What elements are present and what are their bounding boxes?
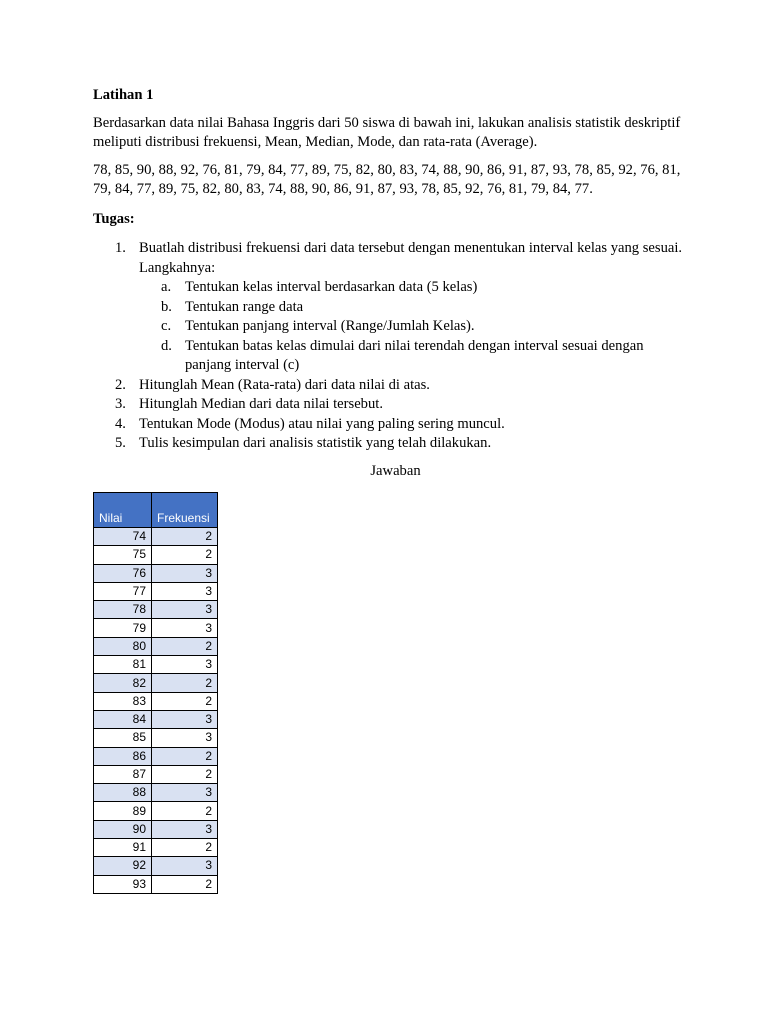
task-number: 5. xyxy=(115,435,126,451)
subtask-item xyxy=(139,337,683,376)
table-row xyxy=(94,582,218,600)
task-item xyxy=(93,415,683,435)
cell-frekuensi: 3 xyxy=(152,710,218,728)
table-row xyxy=(94,564,218,582)
cell-nilai: 78 xyxy=(94,601,152,619)
table-row xyxy=(94,692,218,710)
table-row xyxy=(94,747,218,765)
subtask-letter: c. xyxy=(161,318,172,334)
cell-nilai: 77 xyxy=(94,582,152,600)
table-row xyxy=(94,546,218,564)
cell-frekuensi: 3 xyxy=(152,582,218,600)
task-text: Hitunglah Median dari data nilai tersebut. xyxy=(139,396,383,412)
cell-frekuensi: 2 xyxy=(152,692,218,710)
cell-frekuensi: 3 xyxy=(152,656,218,674)
cell-nilai: 89 xyxy=(94,802,152,820)
cell-nilai: 91 xyxy=(94,839,152,857)
column-header-frekuensi: Frekuensi xyxy=(152,493,218,528)
column-header-nilai: Nilai xyxy=(94,493,152,528)
task-text: Buatlah distribusi frekuensi dari data tersebut dengan menentukan interval kelas yang sesuai. Langkahnya: xyxy=(139,240,683,276)
subtask-letter: d. xyxy=(161,337,172,354)
subtask-item xyxy=(139,278,683,298)
subtask-item xyxy=(139,298,683,318)
cell-frekuensi: 3 xyxy=(152,619,218,637)
document-title: Latihan 1 xyxy=(93,87,154,103)
table-row xyxy=(94,857,218,875)
subtask-letter: a. xyxy=(161,279,172,295)
document-body xyxy=(93,86,683,481)
cell-nilai: 82 xyxy=(94,674,152,692)
task-number: 3. xyxy=(115,396,126,412)
table-row xyxy=(94,619,218,637)
task-text: Tulis kesimpulan dari analisis statistik yang telah dilakukan. xyxy=(139,435,492,451)
cell-nilai: 92 xyxy=(94,857,152,875)
table-row xyxy=(94,839,218,857)
table-row xyxy=(94,820,218,838)
cell-nilai: 87 xyxy=(94,765,152,783)
cell-nilai: 86 xyxy=(94,747,152,765)
cell-frekuensi: 3 xyxy=(152,820,218,838)
subtask-letter: b. xyxy=(161,298,172,315)
cell-nilai: 79 xyxy=(94,619,152,637)
cell-frekuensi: 2 xyxy=(152,875,218,893)
subtask-list xyxy=(139,278,683,376)
cell-nilai: 84 xyxy=(94,710,152,728)
cell-frekuensi: 2 xyxy=(152,528,218,546)
cell-frekuensi: 3 xyxy=(152,601,218,619)
intro-paragraph: Berdasarkan data nilai Bahasa Inggris dari 50 siswa di bawah ini, lakukan analisis statistik deskriptif meliputi distribusi frekuensi, Mean, Median, Mode, dan rata-rata (Average). xyxy=(93,114,681,150)
task-list xyxy=(93,239,683,454)
subtask-text: Tentukan batas kelas dimulai dari nilai terendah dengan interval sesuai dengan panjang interval (c) xyxy=(185,337,644,373)
cell-frekuensi: 2 xyxy=(152,839,218,857)
cell-frekuensi: 3 xyxy=(152,857,218,875)
task-number: 4. xyxy=(115,415,126,432)
task-item xyxy=(93,239,683,376)
cell-frekuensi: 2 xyxy=(152,674,218,692)
task-item xyxy=(93,395,683,415)
table-row xyxy=(94,674,218,692)
table-row xyxy=(94,765,218,783)
cell-nilai: 90 xyxy=(94,820,152,838)
cell-nilai: 80 xyxy=(94,637,152,655)
subtask-text: Tentukan kelas interval berdasarkan data (5 kelas) xyxy=(185,279,478,295)
task-item xyxy=(93,434,683,454)
table-row xyxy=(94,656,218,674)
frequency-table xyxy=(93,492,218,894)
table-row xyxy=(94,875,218,893)
cell-frekuensi: 3 xyxy=(152,784,218,802)
cell-nilai: 74 xyxy=(94,528,152,546)
subtask-item xyxy=(139,317,683,337)
cell-nilai: 93 xyxy=(94,875,152,893)
cell-frekuensi: 2 xyxy=(152,637,218,655)
task-item xyxy=(93,376,683,396)
subtask-text: Tentukan range data xyxy=(185,298,304,315)
task-text: Hitunglah Mean (Rata-rata) dari data nilai di atas. xyxy=(139,376,430,393)
table-header-row xyxy=(94,493,218,528)
task-number: 2. xyxy=(115,376,126,393)
cell-frekuensi: 3 xyxy=(152,729,218,747)
table-row xyxy=(94,784,218,802)
task-number: 1. xyxy=(115,240,126,256)
table-row xyxy=(94,637,218,655)
cell-nilai: 88 xyxy=(94,784,152,802)
table-row xyxy=(94,601,218,619)
cell-frekuensi: 2 xyxy=(152,802,218,820)
data-values-paragraph: 78, 85, 90, 88, 92, 76, 81, 79, 84, 77, 89, 75, 82, 80, 83, 74, 88, 90, 86, 91, 87, 93, 78, 85, 92, 76, 81, 79, 84, 77, 89, 75, 82, 80, 83, 74, 88, 90, 86, 91, 87, 93, 78, 85, 92, 76, 81, 79, 84, 77. xyxy=(93,161,681,197)
cell-nilai: 76 xyxy=(94,564,152,582)
table-row xyxy=(94,528,218,546)
cell-nilai: 75 xyxy=(94,546,152,564)
answer-heading: Jawaban xyxy=(370,462,421,479)
table-row xyxy=(94,802,218,820)
cell-nilai: 83 xyxy=(94,692,152,710)
cell-frekuensi: 2 xyxy=(152,765,218,783)
subtask-text: Tentukan panjang interval (Range/Jumlah Kelas). xyxy=(185,318,475,334)
table-row xyxy=(94,729,218,747)
cell-nilai: 81 xyxy=(94,656,152,674)
cell-frekuensi: 3 xyxy=(152,564,218,582)
cell-nilai: 85 xyxy=(94,729,152,747)
task-text: Tentukan Mode (Modus) atau nilai yang paling sering muncul. xyxy=(139,415,505,432)
tasks-heading: Tugas: xyxy=(93,210,135,227)
table-body xyxy=(94,528,218,894)
cell-frekuensi: 2 xyxy=(152,546,218,564)
table-row xyxy=(94,710,218,728)
cell-frekuensi: 2 xyxy=(152,747,218,765)
